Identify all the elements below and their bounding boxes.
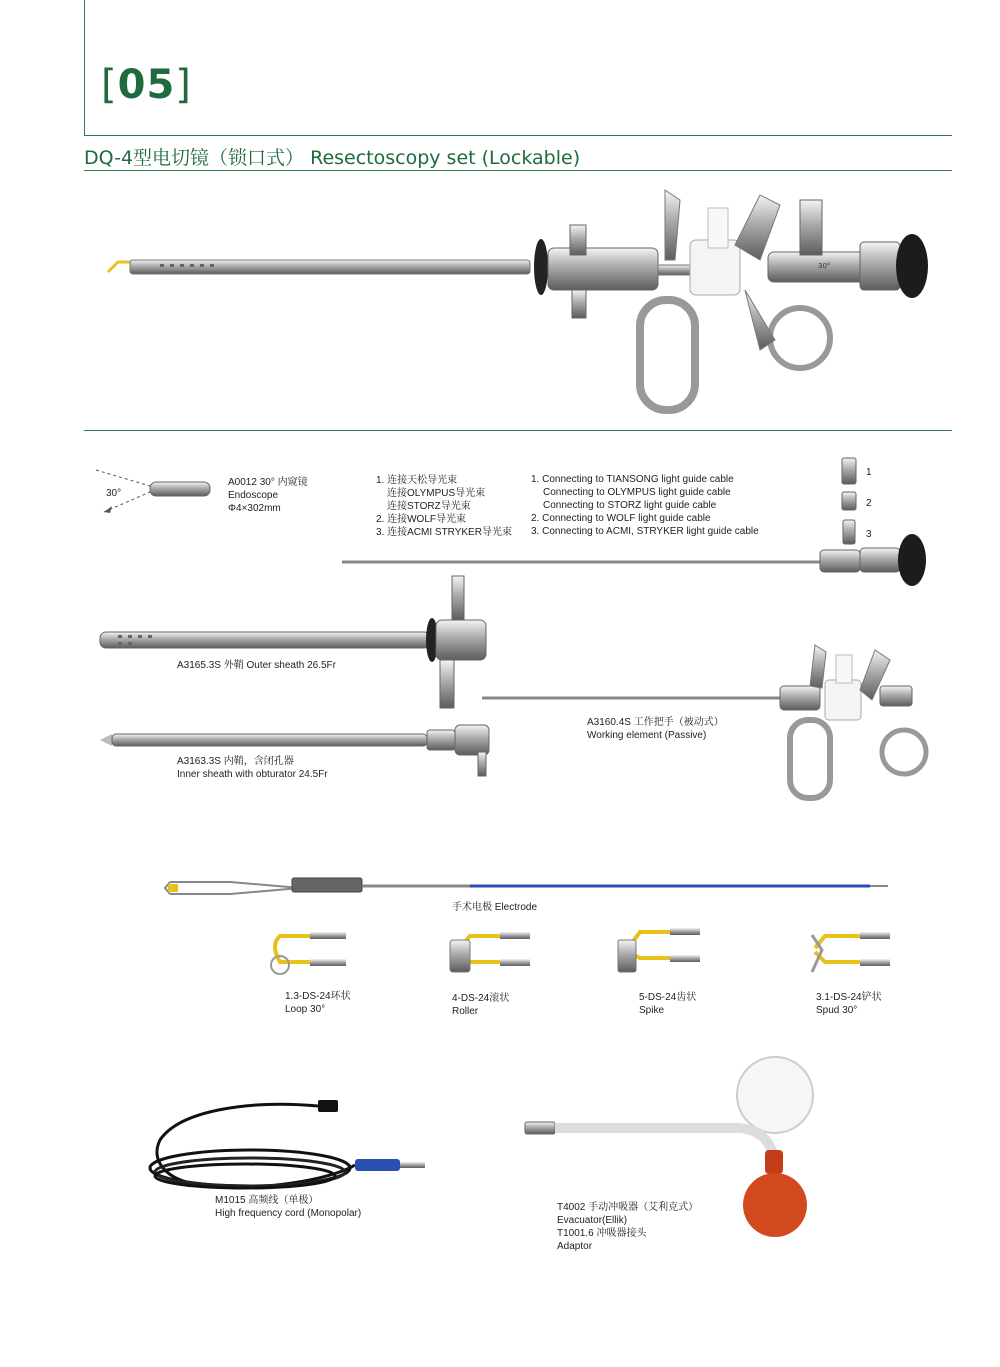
electrode-roller-code: 4-DS-24滚状 xyxy=(452,993,510,1004)
working-element-name: Working element (Passive) xyxy=(587,730,707,741)
electrode-title: 手术电极 Electrode xyxy=(452,902,538,913)
evacuator-label xyxy=(557,1201,698,1253)
electrode-spike-name: Spike xyxy=(639,1005,665,1016)
evacuator-name: Evacuator(Ellik) xyxy=(557,1215,628,1226)
electrode-spud-code: 3.1-DS-24铲状 xyxy=(816,992,882,1003)
connection-en-5: 3. Connecting to ACMI, STRYKER light guide cable xyxy=(531,526,759,537)
connection-cn-5: 3. 连接ACMI STRYKER导光束 xyxy=(376,527,512,538)
adaptor-code: T1001.6 冲吸器接头 xyxy=(557,1228,647,1239)
hf-cord-name: High frequency cord (Monopolar) xyxy=(215,1208,362,1219)
adaptor-name: Adaptor xyxy=(557,1241,593,1252)
connection-en-3: Connecting to STORZ light guide cable xyxy=(543,500,717,511)
connection-en-2: Connecting to OLYMPUS light guide cable xyxy=(543,487,731,498)
connection-cn-3: 连接STORZ导光束 xyxy=(387,501,471,512)
inner-sheath-code: A3163.3S 内鞘，含闭孔器 xyxy=(177,756,294,767)
connection-cn-4: 2. 连接WOLF导光束 xyxy=(376,514,467,525)
hf-cord-code: M1015 高频线（单极） xyxy=(215,1195,319,1206)
adapter-number-1: 1 xyxy=(866,467,872,478)
electrode-loop-name: Loop 30° xyxy=(285,1004,326,1015)
evacuator-code: T4002 手动冲吸器（艾利克式） xyxy=(557,1202,699,1213)
endoscope-label-code: A0012 30° 内窥镜 xyxy=(228,477,308,488)
endoscope-label-name: Endoscope xyxy=(228,490,279,501)
adapter-number-2: 2 xyxy=(866,498,872,509)
page-number: [05] xyxy=(101,62,192,108)
outer-sheath-label: A3165.3S 外鞘 Outer sheath 26.5Fr xyxy=(177,660,336,671)
connection-en-1: 1. Connecting to TIANSONG light guide cable xyxy=(531,474,734,485)
electrode-spike-code: 5-DS-24齿状 xyxy=(639,992,697,1003)
connection-cn-2: 连接OLYMPUS导光束 xyxy=(387,488,486,499)
adapter-number-3: 3 xyxy=(866,529,872,540)
connection-cn-1: 1. 连接天松导光束 xyxy=(376,475,458,486)
endoscope-label-size: Φ4×302mm xyxy=(228,503,281,514)
electrode-roller-name: Roller xyxy=(452,1006,479,1017)
connection-en-4: 2. Connecting to WOLF light guide cable xyxy=(531,513,711,524)
assembly-scope-mark: 30° xyxy=(818,262,831,270)
endoscope-angle-label: 30° xyxy=(106,488,122,499)
inner-sheath-name: Inner sheath with obturator 24.5Fr xyxy=(177,769,328,780)
electrode-loop-code: 1.3-DS-24环状 xyxy=(285,991,351,1002)
page-number-text: 05 xyxy=(117,62,176,108)
working-element-code: A3160.4S 工作把手（被动式） xyxy=(587,717,724,728)
page-title: DQ-4型电切镜（锁口式） Resectoscopy set (Lockable) xyxy=(84,147,581,169)
electrode-spud-name: Spud 30° xyxy=(816,1005,858,1016)
